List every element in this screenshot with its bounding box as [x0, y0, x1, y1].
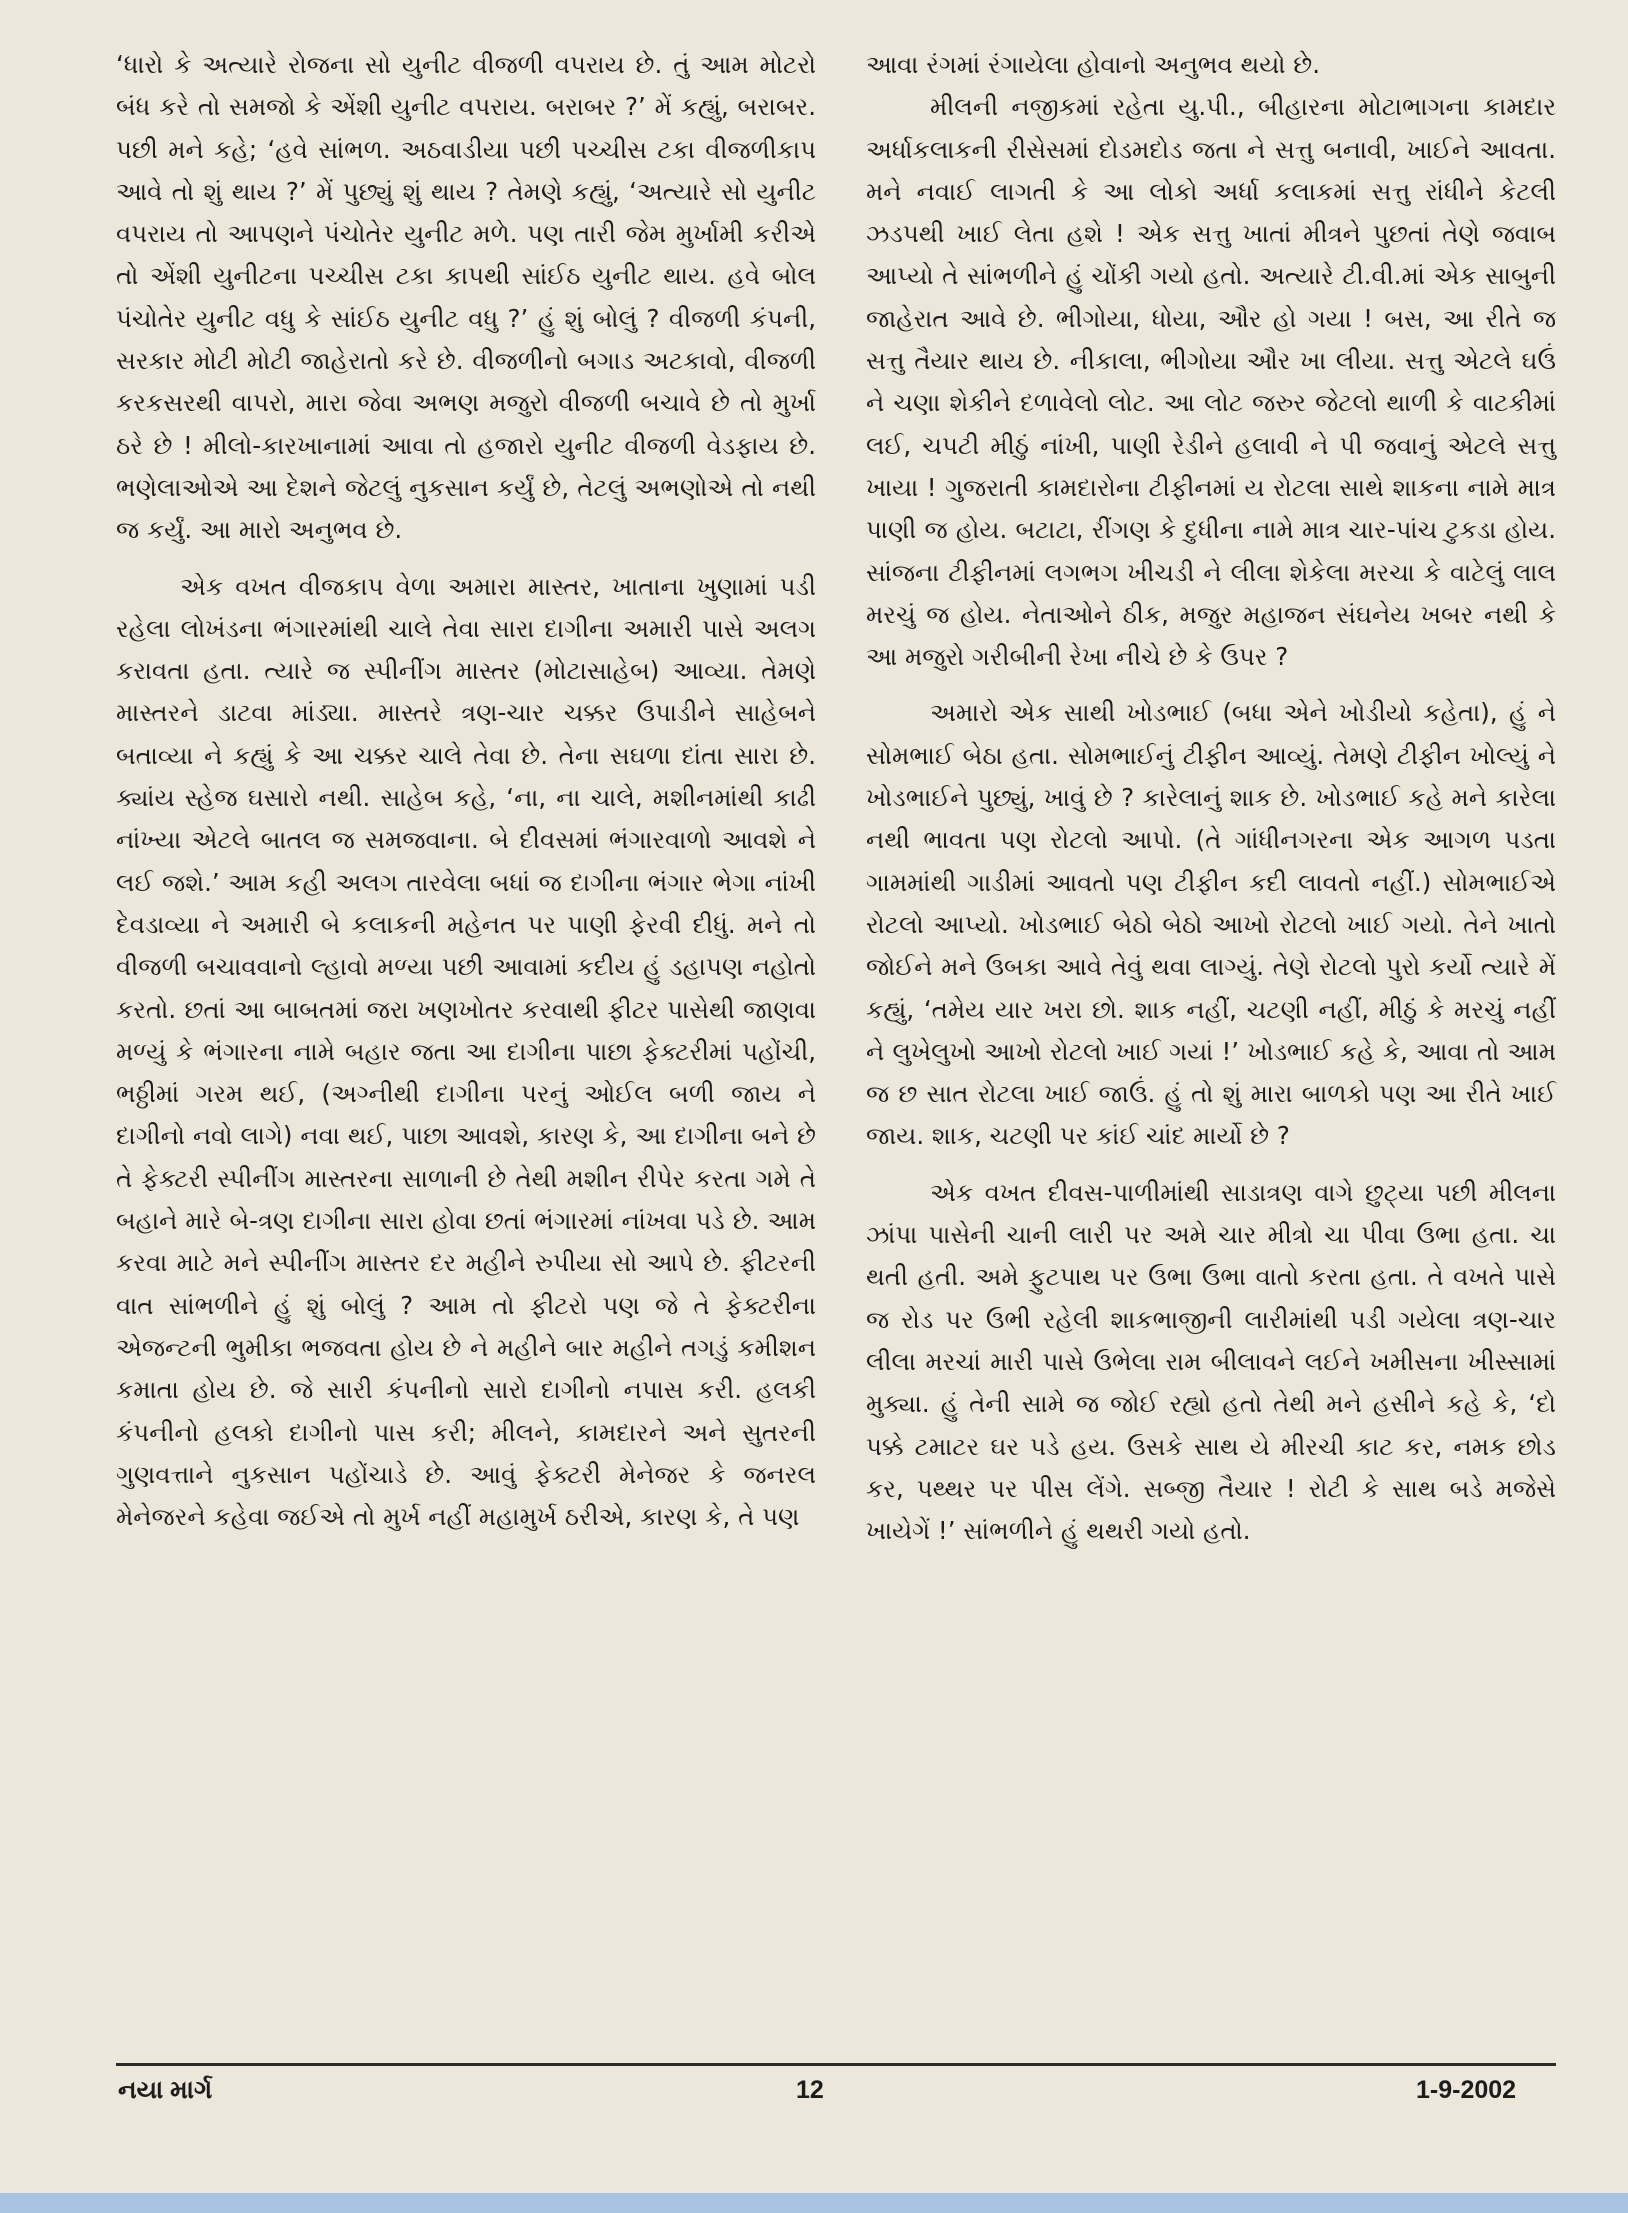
left-paragraph-2: એક વખત વીજકાપ વેળા અમારા માસ્તર, ખાતાના ખુણામાં પડી રહેલા લોખંડના ભંગારમાંથી ચાલે તેવા સારા દાગીના અમારી પાસે અલગ કરાવતા હતા. ત્યારે જ સ્પીનીંગ માસ્તર (મોટાસાહેબ) આવ્યા. તેમણે માસ્તરને ડાટવા માંડ્યા. માસ્તરે ત્રણ-ચાર ચક્કર ઉપાડીને સાહેબને બતાવ્યા ને કહ્યું કે આ ચક્કર ચાલે તેવા છે. તેના સઘળા દાંતા સારા છે. ક્યાંય સ્હેજ ઘસારો નથી. સાહેબ કહે, ‘ના, ના ચાલે, મશીનમાંથી કાઢી નાંખ્યા એટલે બાતલ જ સમજવાના. બે દીવસમાં ભંગારવાળો આવશે ને લઈ જશે.’ આમ કહી અલગ તારવેલા બધાં જ દાગીના ભંગાર ભેગા નાંખી દેવડાવ્યા ને અમારી બે કલાકની મહેનત પર પાણી ફેરવી દીધું. મને તો વીજળી બચાવવાનો લ્હાવો મળ્યા પછી આવામાં કદીય હું ડહાપણ નહોતો કરતો. છતાં આ બાબતમાં જરા ખણખોતર કરવાથી ફીટર પાસેથી જાણવા મળ્યું કે ભંગારના નામે બહાર જતા આ દાગીના પાછા ફેક્ટરીમાં પહોંચી, ભઠ્ઠીમાં ગરમ થઈ, (અગ્નીથી દાગીના પરનું ઓઈલ બળી જાય ને દાગીનો નવો લાગે) નવા થઈ, પાછા આવશે, કારણ કે, આ દાગીના બને છે તે ફેક્ટરી સ્પીનીંગ માસ્તરના સાળાની છે તેથી મશીન રીપેર કરતા ગમે તે બહાને મારે બે-ત્રણ દાગીના સારા હોવા છતાં ભંગારમાં નાંખવા પડે છે. આમ કરવા માટે મને સ્પીનીંગ માસ્તર દર મહીને રુપીયા સો આપે છે. ફીટરની વાત સાંભળીને હું શું બોલું ? આમ તો ફીટરો પણ જે તે ફેક્ટરીના એજન્ટની ભુમીકા ભજવતા હોય છે ને મહીને બાર મહીને તગડું કમીશન કમાતા હોય છે. જે સારી કંપનીનો સારો દાગીનો નપાસ કરી. હલકી કંપનીનો હલકો દાગીનો પાસ કરી; મીલને, કામદારને અને સુતરની ગુણવત્તાને નુકસાન પહોંચાડે છે. આવું ફેક્ટરી મેનેજર કે જનરલ મેનેજરને કહેવા જઈએ તો મુર્ખ નહીં મહામુર્ખ ઠરીએ, કારણ કે, તે પણ — [116, 571, 816, 1532]
scan-edge-band — [0, 2193, 1628, 2213]
footer-rule — [116, 2063, 1556, 2066]
right-paragraph-3: અમારો એક સાથી ખોડભાઈ (બધા એને ખોડીયો કહેતા), હું ને સોમભાઈ બેઠા હતા. સોમભાઈનું ટીફીન આવ્યું. તેમણે ટીફીન ખોલ્યું ને ખોડભાઈને પુછ્યું, ખાવું છે ? કારેલાનું શાક છે. ખોડભાઈ કહે મને કારેલા નથી ભાવતા પણ રોટલો આપો. (તે ગાંધીનગરના એક આગળ પડતા ગામમાંથી ગાડીમાં આવતો પણ ટીફીન કદી લાવતો નહીં.) સોમભાઈએ રોટલો આપ્યો. ખોડભાઈ બેઠો બેઠો આખો રોટલો ખાઈ ગયો. તેને ખાતો જોઈને મને ઉબકા આવે તેવું થવા લાગ્યું. તેણે રોટલો પુરો કર્યો ત્યારે મેં કહ્યું, ‘તમેય યાર ખરા છો. શાક નહીં, ચટણી નહીં, મીઠું કે મરચું નહીં ને લુખેલુખો આખો રોટલો ખાઈ ગયાં !’ ખોડભાઈ કહે કે, આવા તો આમ જ છ સાત રોટલા ખાઈ જાઉં. હું તો શું મારા બાળકો પણ આ રીતે ખાઈ જાય. શાક, ચટણી પર કાંઈ ચાંદ માર્યો છે ? — [866, 698, 1556, 1151]
right-paragraph-2: મીલની નજીકમાં રહેતા યુ.પી., બીહારના મોટાભાગના કામદાર અર્ધાકલાકની રીસેસમાં દોડમદોડ જતા ને સત્તુ બનાવી, ખાઈને આવતા. મને નવાઈ લાગતી કે આ લોકો અર્ધા કલાકમાં સત્તુ રાંધીને કેટલી ઝડપથી ખાઈ લેતા હશે ! એક સત્તુ ખાતાં મીત્રને પુછતાં તેણે જવાબ આપ્યો તે સાંભળીને હું ચોંકી ગયો હતો. અત્યારે ટી.વી.માં એક સાબુની જાહેરાત આવે છે. ભીગોયા, ધોયા, ઔર હો ગયા ! બસ, આ રીતે જ સત્તુ તૈયાર થાય છે. નીકાલા, ભીગોયા ઔર ખા લીયા. સત્તુ એટલે ઘઉં ને ચણા શેકીને દળાવેલો લોટ. આ લોટ જરુર જેટલો થાળી કે વાટકીમાં લઈ, ચપટી મીઠું નાંખી, પાણી રેડીને હલાવી ને પી જવાનું એટલે સત્તુ ખાયા ! ગુજરાતી કામદારોના ટીફીનમાં ય રોટલા સાથે શાકના નામે માત્ર પાણી જ હોય. બટાટા, રીંગણ કે દુધીના નામે માત્ર ચાર-પાંચ ટુકડા હોય. સાંજના ટીફીનમાં લગભગ ખીચડી ને લીલા શેકેલા મરચા કે વાટેલું લાલ મરચું જ હોય. નેતાઓને ઠીક, મજુર મહાજન સંઘનેય ખબર નથી કે આ મજુરો ગરીબીની રેખા નીચે છે કે ઉપર ? — [866, 92, 1556, 672]
left-column — [116, 44, 816, 1538]
page-number: 12 — [796, 2076, 824, 2104]
right-paragraph-4: એક વખત દીવસ-પાળીમાંથી સાડાત્રણ વાગે છુટ્યા પછી મીલના ઝાંપા પાસેની ચાની લારી પર અમે ચાર મીત્રો ચા પીવા ઉભા હતા. ચા થતી હતી. અમે ફુટપાથ પર ઉભા ઉભા વાતો કરતા હતા. તે વખતે પાસે જ રોડ પર ઉભી રહેલી શાકભાજીની લારીમાંથી પડી ગયેલા ત્રણ-ચાર લીલા મરચાં મારી પાસે ઉભેલા રામ બીલાવને લઈને ખમીસના ખીસ્સામાં મુક્યા. હું તેની સામે જ જોઈ રહ્યો હતો તેથી મને હસીને કહે કે, ‘દો પક્કે ટમાટર ઘર પડે હય. ઉસકે સાથ યે મીરચી કાટ કર, નમક છોડ કર, પથ્થર પર પીસ લેંગે. સબ્જી તૈયાર ! રોટી કે સાથ બડે મજેસે ખાયેગેં !’ સાંભળીને હું થથરી ગયો હતો. — [866, 1177, 1556, 1546]
right-paragraph-1: આવા રંગમાં રંગાયેલા હોવાનો અનુભવ થયો છે. — [866, 50, 1321, 79]
right-column — [866, 44, 1556, 1552]
issue-date: 1-9-2002 — [1416, 2076, 1517, 2104]
left-paragraph-1: ‘ધારો કે અત્યારે રોજના સો યુનીટ વીજળી વપરાય છે. તું આમ મોટરો બંધ કરે તો સમજો કે એંશી યુનીટ વપરાય. બરાબર ?’ મેં કહ્યું, બરાબર. પછી મને કહે; ‘હવે સાંભળ. અઠવાડીયા પછી પચ્ચીસ ટકા વીજળીકાપ આવે તો શું થાય ?’ મેં પુછ્યું શું થાય ? તેમણે કહ્યું, ‘અત્યારે સો યુનીટ વપરાય તો આપણને પંચોતેર યુનીટ મળે. પણ તારી જેમ મુર્ખામી કરીએ તો એંશી યુનીટના પચ્ચીસ ટકા કાપથી સાંઈઠ યુનીટ થાય. હવે બોલ પંચોતેર યુનીટ વધુ કે સાંઈઠ યુનીટ વધુ ?’ હું શું બોલું ? વીજળી કંપની, સરકાર મોટી મોટી જાહેરાતો કરે છે. વીજળીનો બગાડ અટકાવો, વીજળી કરકસરથી વાપરો, મારા જેવા અભણ મજુરો વીજળી બચાવે છે તો મુર્ખા ઠરે છે ! મીલો-કારખાનામાં આવા તો હજારો યુનીટ વીજળી વેડફાય છે. ભણેલાઓએ આ દેશને જેટલું નુકસાન કર્યું છે, તેટલું અભણોએ તો નથી જ કર્યું. આ મારો અનુભવ છે. — [116, 50, 816, 545]
magazine-name: નયા માર્ગ — [118, 2076, 213, 2104]
